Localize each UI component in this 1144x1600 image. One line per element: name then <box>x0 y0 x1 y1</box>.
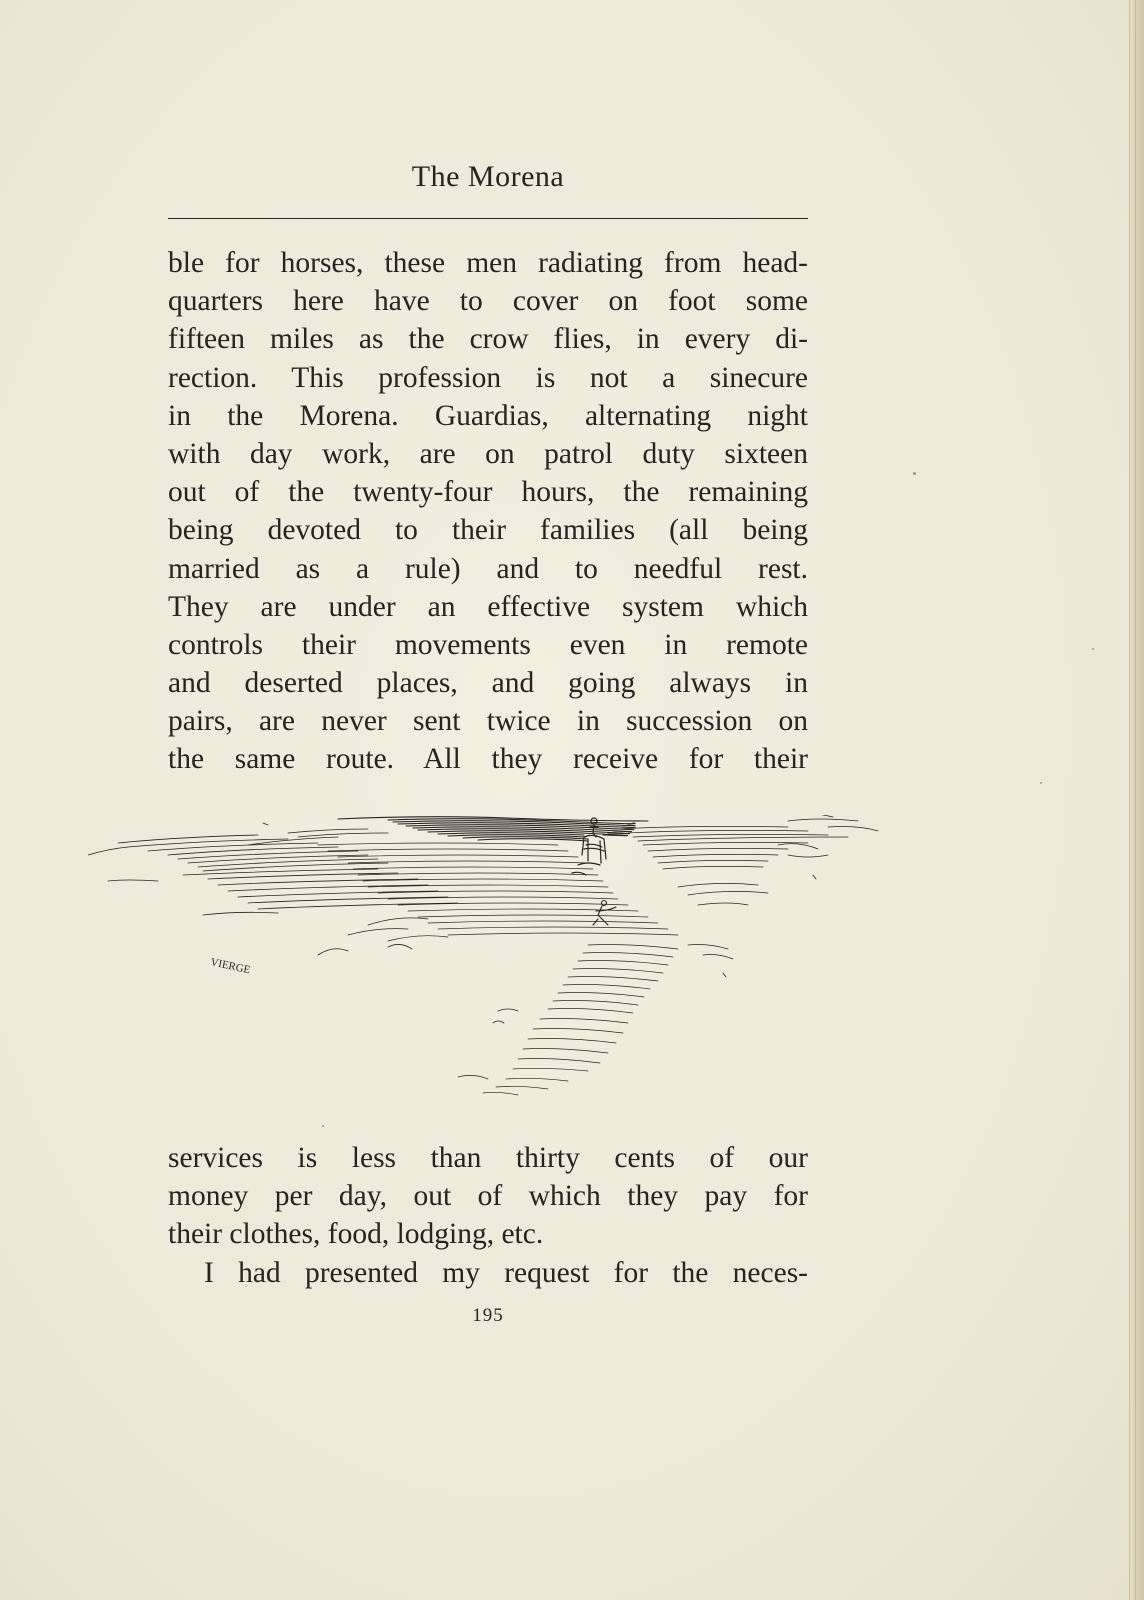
text-line: rection. This profession is not a sinecure <box>168 361 808 394</box>
text-line: being devoted to their families (all being <box>168 514 808 547</box>
text-line: their clothes, food, lodging, etc. <box>168 1218 544 1251</box>
text-line: out of the twenty-four hours, the remaining <box>168 476 808 509</box>
paper-speck <box>322 1125 324 1127</box>
header-rule <box>168 218 808 219</box>
paper-speck <box>913 472 916 475</box>
text-line: the same route. All they receive for their <box>168 743 808 776</box>
paper-speck <box>1092 648 1094 650</box>
text-line: fifteen miles as the crow flies, in every di- <box>168 323 808 356</box>
landscape-illustration <box>88 815 898 1105</box>
text-line: services is less than thirty cents of our <box>168 1142 808 1174</box>
text-line: with day work, are on patrol duty sixteen <box>168 437 808 470</box>
text-line: controls their movements even in remote <box>168 628 808 661</box>
paper-speck <box>1040 782 1042 784</box>
page-number: 195 <box>472 1305 504 1326</box>
text-line: They are under an effective system which <box>168 590 808 623</box>
text-line: money per day, out of which they pay for <box>168 1180 808 1213</box>
text-line: ble for horses, these men radiating from head- <box>168 247 808 279</box>
paragraph-start-line: I had presented my request for the neces- <box>204 1256 808 1289</box>
body-text-top <box>168 244 808 779</box>
descending-path-hatching <box>458 945 678 1096</box>
text-line: quarters here have to cover on foot some <box>168 285 808 318</box>
text-line: married as a rule) and to needful rest. <box>168 552 808 585</box>
page-binding-edge <box>1129 0 1144 1600</box>
text-line: in the Morena. Guardias, alternating night <box>168 399 808 432</box>
illustration-signature: VIERGE <box>209 956 252 977</box>
right-plain-hatching <box>618 815 878 959</box>
running-head: The Morena <box>411 160 565 193</box>
stray-marks <box>263 823 816 1023</box>
body-text-bottom <box>168 1139 808 1292</box>
text-line: pairs, are never sent twice in succession on <box>168 705 808 738</box>
text-line: and deserted places, and going always in <box>168 667 808 700</box>
left-plain-hatching <box>88 829 458 915</box>
